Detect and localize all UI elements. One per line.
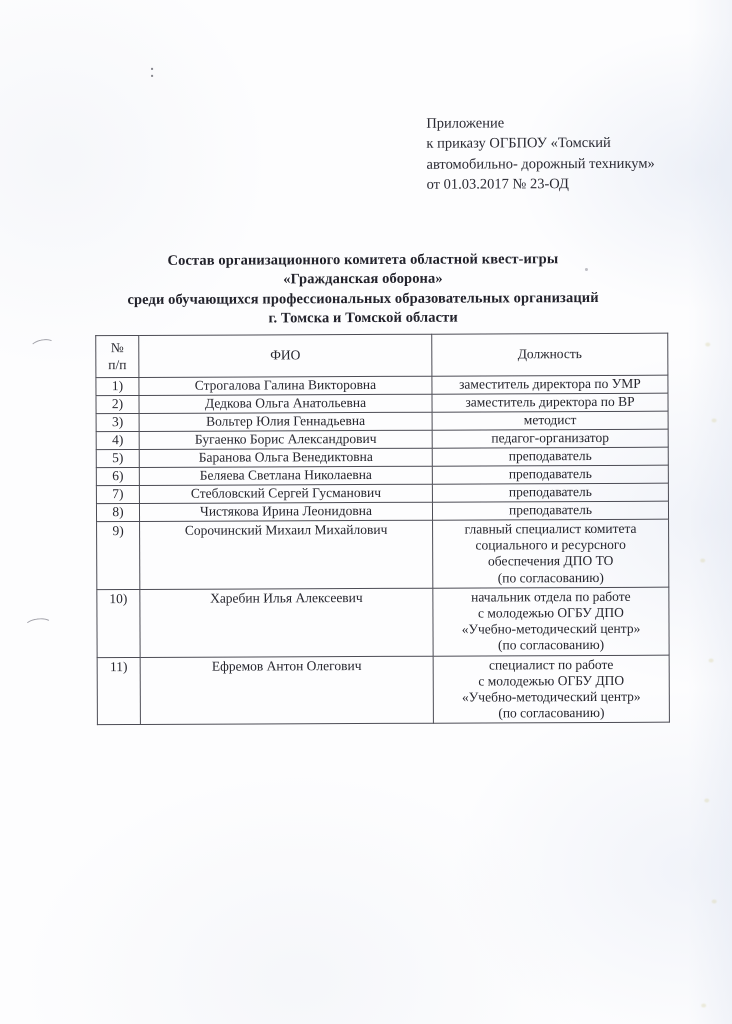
row-position: преподаватель — [432, 465, 668, 484]
order-reference-block: Приложение к приказу ОГБПОУ «Томский автомобильно- дорожный техникум» от 01.03.2017 № 23-ОД — [426, 115, 655, 193]
row-name: Беляева Светлана Николаевна — [139, 466, 432, 485]
scan-stain — [700, 559, 705, 563]
row-name: Харебин Илья Алексеевич — [140, 588, 433, 657]
row-num: 3) — [96, 413, 139, 431]
scan-stain — [712, 899, 717, 903]
row-num: 7) — [96, 485, 139, 503]
table-row — [97, 655, 669, 725]
ink-speck — [585, 268, 588, 271]
row-num: 6) — [96, 467, 139, 485]
row-name: Строгалова Галина Викторовна — [139, 376, 432, 395]
row-position: заместитель директора по УМР — [432, 375, 668, 394]
row-num: 8) — [96, 503, 139, 521]
row-position: методист — [432, 411, 668, 430]
row-name: Вольтер Юлия Геннадьевна — [139, 412, 432, 431]
row-position: специалист по работе с молодежью ОГБУ ДПО «Учебно-методический центр» (по согласованию) — [433, 655, 669, 724]
row-num: 1) — [96, 377, 139, 395]
table-header-row — [96, 333, 668, 377]
row-name: Бугаенко Борис Александрович — [139, 430, 432, 449]
row-position: заместитель директора по ВР — [432, 393, 668, 412]
row-position: педагог-организатор — [432, 429, 668, 448]
ink-speck-colon — [151, 68, 153, 77]
row-position: преподаватель — [432, 447, 668, 466]
table-row — [97, 519, 669, 589]
scan-stain — [701, 1004, 706, 1008]
row-name: Чистякова Ирина Леонидовна — [139, 502, 432, 521]
row-position: преподаватель — [432, 483, 668, 502]
committee-table — [95, 333, 670, 726]
column-header-num: № п/п — [96, 335, 139, 377]
row-num: 10) — [97, 589, 140, 657]
row-num: 2) — [96, 395, 139, 413]
row-num: 9) — [97, 521, 140, 589]
document-title: Состав организационного комитета областной квест-игры «Гражданская оборона» среди обучающихся профессиональных образовательных организаций г. Томска и Томской области — [127, 251, 599, 327]
row-position: преподаватель — [432, 501, 668, 520]
row-num: 11) — [97, 657, 140, 725]
scan-stain — [705, 342, 710, 346]
column-header-position: Должность — [432, 333, 668, 376]
row-name: Сорочинский Михаил Михайлович — [140, 520, 433, 589]
pen-mark-arc — [24, 617, 53, 634]
pen-mark-arc — [29, 337, 56, 354]
row-position: начальник отдела по работе с молодежью ОГБУ ДПО «Учебно-методический центр» (по согласованию) — [433, 587, 669, 656]
row-name: Баранова Ольга Венедиктовна — [139, 448, 432, 467]
row-num: 4) — [96, 431, 139, 449]
row-num: 5) — [96, 449, 139, 467]
table-row — [97, 587, 669, 657]
row-name: Стебловский Сергей Гусманович — [139, 484, 432, 503]
column-header-name: ФИО — [139, 334, 432, 377]
row-name: Дедкова Ольга Анатольевна — [139, 394, 432, 413]
scan-stain — [712, 418, 717, 422]
scan-stain — [704, 799, 709, 803]
scan-stain — [709, 658, 714, 662]
row-position: главный специалист комитета социального и ресурсного обеспечения ДПО ТО (по согласованию) — [433, 519, 669, 588]
row-name: Ефремов Антон Олегович — [140, 656, 433, 725]
